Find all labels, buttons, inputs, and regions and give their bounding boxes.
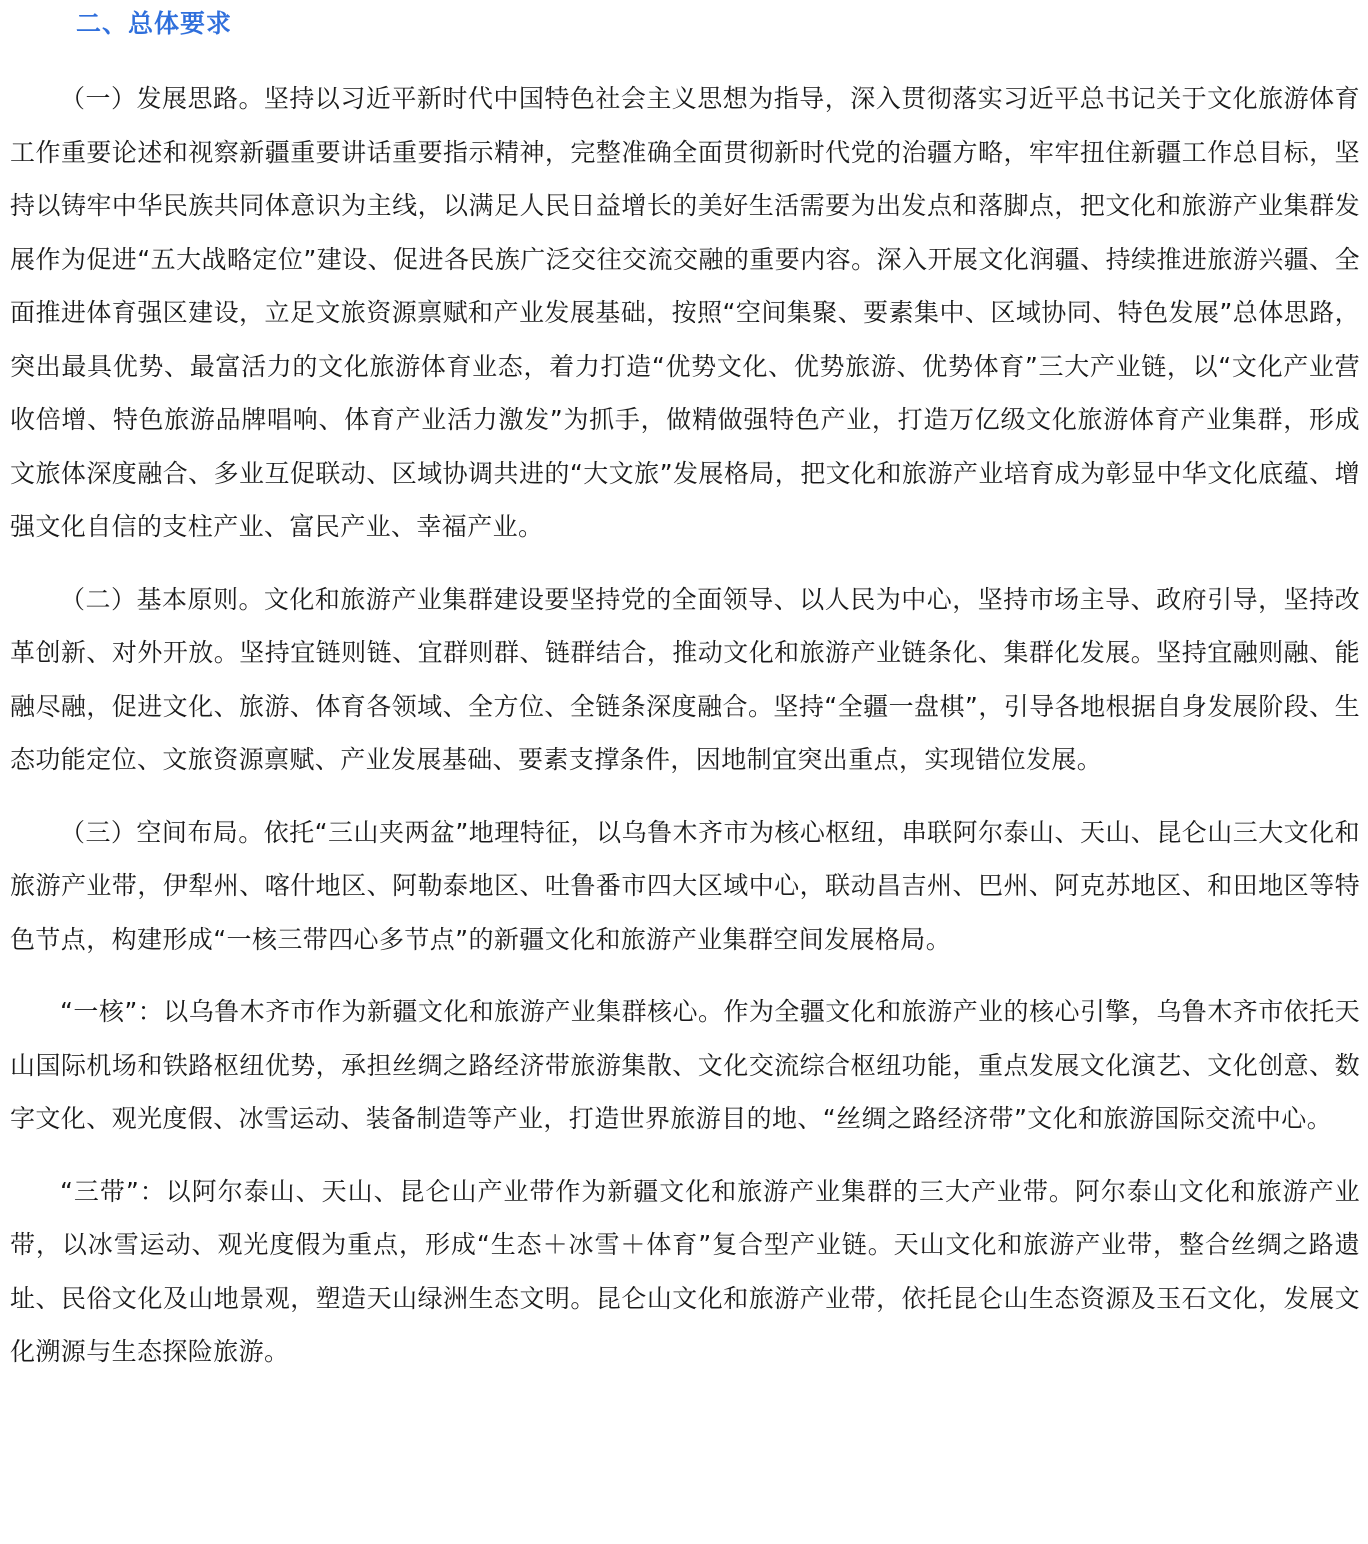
paragraph-spatial-layout: （三）空间布局。依托“三山夹两盆”地理特征，以乌鲁木齐市为核心枢纽，串联阿尔泰山、天山、昆仑山三大文化和旅游产业带，伊犁州、喀什地区、阿勒泰地区、吐鲁番市四大区域中心，联动昌吉州、巴州、阿克苏地区、和田地区等特色节点，构建形成“一核三带四心多节点”的新疆文化和旅游产业集群空间发展格局。 [10, 817, 1360, 954]
document-page [10, 0, 1360, 1379]
paragraph-development-approach: （一）发展思路。坚持以习近平新时代中国特色社会主义思想为指导，深入贯彻落实习近平总书记关于文化旅游体育工作重要论述和视察新疆重要讲话重要指示精神，完整准确全面贯彻新时代党的治疆方略，牢牢扭住新疆工作总目标，坚持以铸牢中华民族共同体意识为主线，以满足人民日益增长的美好生活需要为出发点和落脚点，把文化和旅游产业集群发展作为促进“五大战略定位”建设、促进各民族广泛交往交流交融的重要内容。深入开展文化润疆、持续推进旅游兴疆、全面推进体育强区建设，立足文旅资源禀赋和产业发展基础，按照“空间集聚、要素集中、区域协同、特色发展”总体思路，突出最具优势、最富活力的文化旅游体育业态，着力打造“优势文化、优势旅游、优势体育”三大产业链，以“文化产业营收倍增、特色旅游品牌唱响、体育产业活力激发”为抓手，做精做强特色产业，打造万亿级文化旅游体育产业集群，形成文旅体深度融合、多业互促联动、区域协调共进的“大文旅”发展格局，把文化和旅游产业培育成为彰显中华文化底蕴、增强文化自信的支柱产业、富民产业、幸福产业。 [10, 84, 1360, 541]
paragraph-basic-principles: （二）基本原则。文化和旅游产业集群建设要坚持党的全面领导、以人民为中心，坚持市场主导、政府引导，坚持改革创新、对外开放。坚持宜链则链、宜群则群、链群结合，推动文化和旅游产业链条化、集群化发展。坚持宜融则融、能融尽融，促进文化、旅游、体育各领域、全方位、全链条深度融合。坚持“全疆一盘棋”，引导各地根据自身发展阶段、生态功能定位、文旅资源禀赋、产业发展基础、要素支撑条件，因地制宜突出重点，实现错位发展。 [10, 584, 1360, 774]
paragraph-three-belts: “三带”：以阿尔泰山、天山、昆仑山产业带作为新疆文化和旅游产业集群的三大产业带。阿尔泰山文化和旅游产业带，以冰雪运动、观光度假为重点，形成“生态＋冰雪＋体育”复合型产业链。天山文化和旅游产业带，整合丝绸之路遗址、民俗文化及山地景观，塑造天山绿洲生态文明。昆仑山文化和旅游产业带，依托昆仑山生态资源及玉石文化，发展文化溯源与生态探险旅游。 [10, 1176, 1360, 1366]
paragraph-one-core: “一核”：以乌鲁木齐市作为新疆文化和旅游产业集群核心。作为全疆文化和旅游产业的核心引擎，乌鲁木齐市依托天山国际机场和铁路枢纽优势，承担丝绸之路经济带旅游集散、文化交流综合枢纽功能，重点发展文化演艺、文化创意、数字文化、观光度假、冰雪运动、装备制造等产业，打造世界旅游目的地、“丝绸之路经济带”文化和旅游国际交流中心。 [10, 997, 1360, 1133]
section-heading: 二、总体要求 [76, 9, 233, 38]
